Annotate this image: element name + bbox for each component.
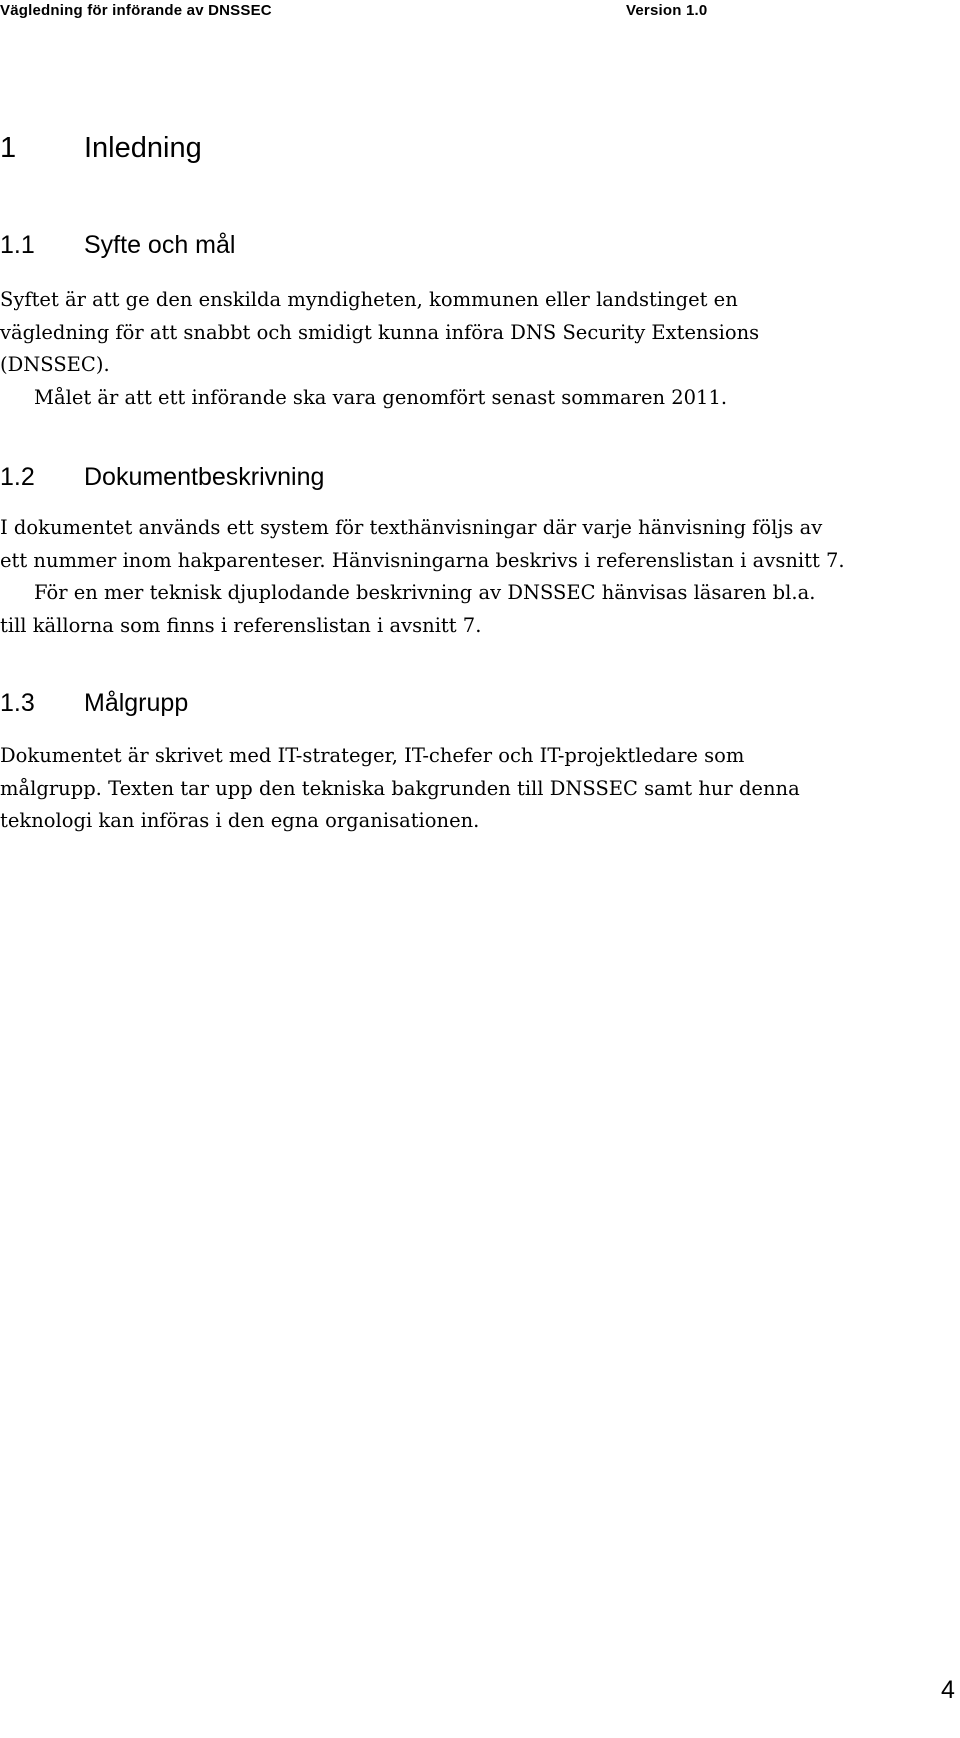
section-heading-malgrupp	[0, 688, 188, 718]
section-body-syfte	[0, 284, 958, 414]
chapter-title: Inledning	[84, 132, 202, 164]
section-heading-syfte	[0, 230, 235, 260]
section-number: 1.1	[0, 231, 35, 259]
paragraph-line: I dokumentet används ett system för texthänvisningar där varje hänvisning följs av	[0, 516, 823, 539]
section-title: Syfte och mål	[84, 231, 236, 259]
section-title: Målgrupp	[84, 689, 189, 717]
chapter-heading	[0, 130, 202, 166]
paragraph-line: till källorna som finns i referenslistan i avsnitt 7.	[0, 613, 482, 637]
paragraph-line: Syftet är att ge den enskilda myndigheten, kommunen eller landstinget en	[0, 288, 738, 311]
paragraph-line: Målet är att ett införande ska vara genomfört senast sommaren 2011.	[34, 385, 728, 409]
paragraph-line: ett nummer inom hakparenteser. Hänvisningarna beskrivs i referenslistan i avsnitt 7.	[0, 548, 845, 572]
document-version: Version 1.0	[626, 2, 708, 19]
section-body-malgrupp	[0, 740, 958, 838]
chapter-number: 1	[0, 132, 17, 164]
paragraph-line: Dokumentet är skrivet med IT-strateger, IT-chefer och IT-projektledare som	[0, 744, 745, 767]
paragraph-line: (DNSSEC).	[0, 353, 110, 376]
section-title: Dokumentbeskrivning	[84, 463, 325, 491]
section-body-dokumentbeskrivning	[0, 512, 958, 642]
paragraph-line: För en mer teknisk djuplodande beskrivning av DNSSEC hänvisas läsaren bl.a.	[34, 581, 816, 604]
page-number: 4	[941, 1676, 955, 1704]
paragraph-line: vägledning för att snabbt och smidigt kunna införa DNS Security Extensions	[0, 320, 760, 344]
paragraph-line: målgrupp. Texten tar upp den tekniska bakgrunden till DNSSEC samt hur denna	[0, 776, 800, 800]
section-number: 1.3	[0, 689, 35, 717]
section-number: 1.2	[0, 463, 35, 491]
section-heading-dokumentbeskrivning	[0, 462, 324, 492]
document-title: Vägledning för införande av DNSSEC	[0, 2, 272, 19]
paragraph-line: teknologi kan införas i den egna organisationen.	[0, 809, 480, 832]
page-header	[0, 0, 960, 26]
